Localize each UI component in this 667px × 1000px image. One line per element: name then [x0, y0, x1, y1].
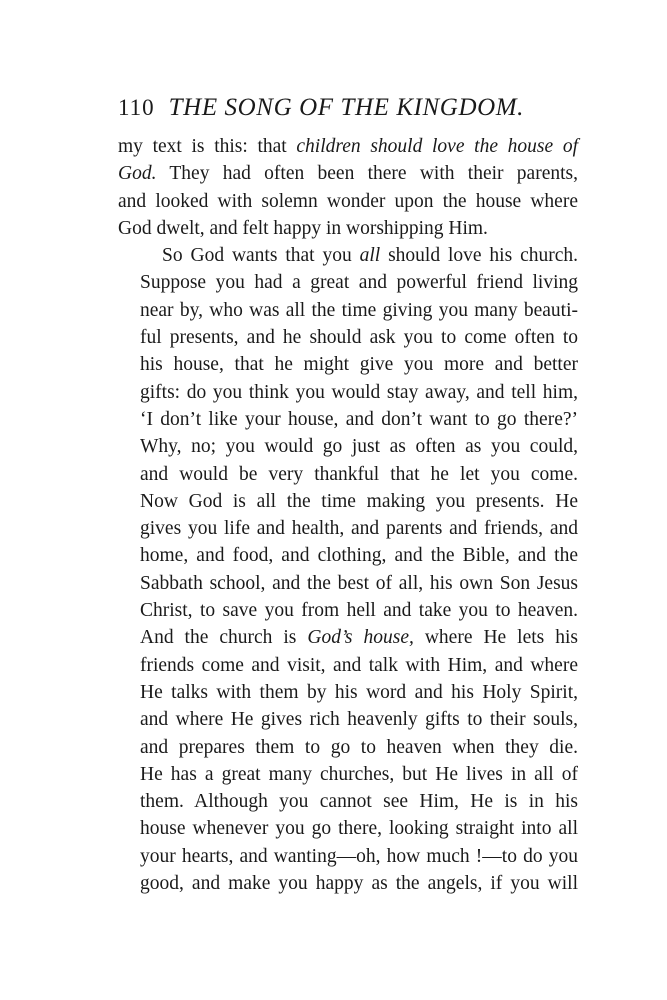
text-run: should love his church. [380, 245, 578, 267]
text-run: and would be very thankful that he let you come. [140, 463, 578, 485]
text-run: your hearts, and wanting—oh, how much !—to do you [140, 845, 578, 867]
text-line [118, 706, 578, 733]
text-run: gives you life and health, and parents and friends, and [140, 518, 578, 540]
text-line [118, 761, 578, 788]
text-run: God dwelt, and felt happy in worshipping Him. [118, 217, 488, 239]
text-run: and where He gives rich heavenly gifts to their souls, [140, 709, 578, 731]
italic-phrase: God. [118, 163, 157, 185]
text-line [118, 133, 578, 160]
text-run: Christ, to save you from hell and take you to heaven. [140, 600, 578, 622]
text-line [118, 542, 578, 569]
text-line [118, 297, 578, 324]
text-line [118, 242, 578, 269]
text-run: Why, no; you would go just as often as you could, [140, 436, 578, 458]
italic-phrase: God’s house, [307, 627, 414, 649]
text-run: his house, that he might give you more and better [140, 354, 578, 376]
text-run: near by, who was all the time giving you many beauti- [140, 299, 578, 321]
text-line [118, 734, 578, 761]
paragraph-2 [118, 242, 578, 897]
text-run: my text is this: that [118, 136, 297, 157]
body-text [118, 133, 578, 897]
text-line [118, 843, 578, 870]
page-number: 110 [118, 95, 155, 120]
text-line [118, 788, 578, 815]
text-line [118, 652, 578, 679]
text-line [118, 515, 578, 542]
paragraph-1 [118, 133, 578, 242]
text-line [118, 433, 578, 460]
text-line [118, 624, 578, 651]
running-head [118, 94, 588, 128]
text-run: He talks with them by his word and his Holy Spirit, [140, 681, 578, 703]
text-line [118, 406, 578, 433]
text-run: and prepares them to go to heaven when they die. [140, 736, 578, 758]
text-run: gifts: do you think you would stay away, and tell him, [140, 381, 578, 403]
text-line [118, 461, 578, 488]
text-line [118, 379, 578, 406]
text-line [118, 215, 578, 242]
text-run: and looked with solemn wonder upon the house where [118, 190, 578, 212]
text-run: So God wants that you [162, 245, 360, 267]
text-run: where He lets his [413, 627, 578, 649]
text-run: home, and food, and clothing, and the Bible, and the [140, 545, 578, 567]
text-line [118, 269, 578, 296]
running-title: THE SONG OF THE KINGDOM. [168, 94, 525, 121]
text-line [118, 870, 578, 897]
text-run: ‘I don’t like your house, and don’t want to go there?’ [140, 408, 578, 430]
text-run: Sabbath school, and the best of all, his own Son Jesus [140, 572, 578, 594]
text-line [118, 815, 578, 842]
text-line [118, 351, 578, 378]
text-run: They had often been there with their parents, [156, 163, 578, 185]
text-run: house whenever you go there, looking straight into all [140, 818, 578, 840]
italic-phrase: children should love the house of [296, 136, 579, 157]
text-run: ful presents, and he should ask you to come often to [140, 327, 578, 349]
text-line [118, 324, 578, 351]
text-run: them. Although you cannot see Him, He is in his [140, 791, 578, 813]
text-run: And the church is [140, 627, 308, 649]
text-line [118, 570, 578, 597]
italic-phrase: all [359, 245, 381, 267]
text-run: Suppose you had a great and powerful friend living [140, 272, 578, 294]
text-run: Now God is all the time making you presents. He [140, 490, 578, 512]
text-run: He has a great many churches, but He lives in all of [140, 763, 578, 785]
text-run: good, and make you happy as the angels, if you will [140, 873, 578, 895]
text-run: friends come and visit, and talk with Him, and where [140, 654, 578, 676]
text-line [118, 597, 578, 624]
text-line [118, 488, 578, 515]
text-line [118, 160, 578, 187]
text-line [118, 188, 578, 215]
text-line [118, 679, 578, 706]
